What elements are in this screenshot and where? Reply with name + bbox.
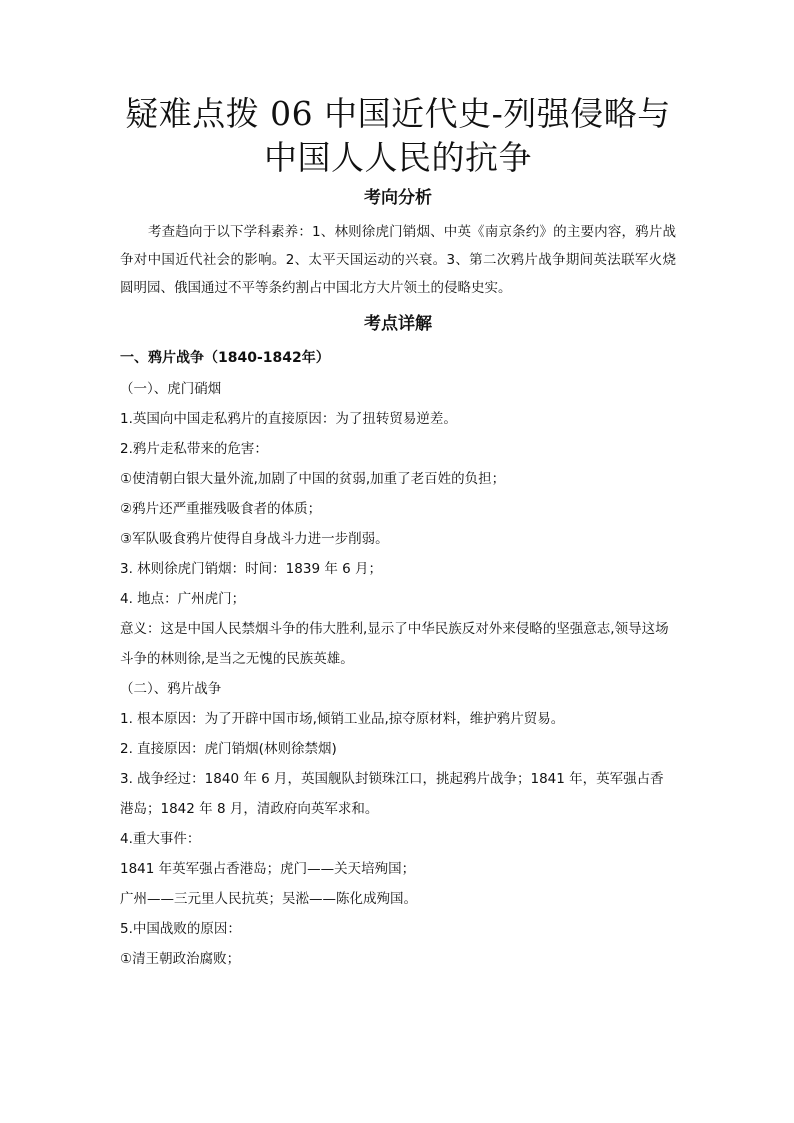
subsection2-heading: （二）、鸦片战争 [120,681,222,697]
section1-heading: 一、鸦片战争（1840-1842年） [120,350,330,366]
text-line: 3. 林则徐虎门销烟：时间：1839 年 6 月； [120,561,382,577]
text-line: 5.中国战败的原因： [120,921,241,937]
document-page [120,92,676,974]
text-line: 4. 地点：广州虎门； [120,591,246,607]
text-line: 1.英国向中国走私鸦片的直接原因：为了扭转贸易逆差。 [120,411,457,427]
analysis-paragraph: 考查趋向于以下学科素养：1、林则徐虎门销烟、中英《南京条约》的主要内容，鸦片战争对中国近代社会的影响。2、太平天国运动的兴衰。3、第二次鸦片战争期间英法联军火烧圆明园、俄国通过不平等条约割占中国北方大片领土的侵略史实。 [120,224,676,296]
text-line: 1841 年英军强占香港岛；虎门——关天培殉国； [120,861,416,877]
text-line: ③军队吸食鸦片使得自身战斗力进一步削弱。 [120,531,389,547]
document-title: 疑难点拨 06 中国近代史-列强侵略与中国人人民的抗争 [125,94,671,177]
text-line: ①清王朝政治腐败； [120,951,241,967]
text-line: 广州——三元里人民抗英；吴淞——陈化成殉国。 [120,891,417,907]
analysis-heading: 考向分析 [364,188,432,208]
detail-heading: 考点详解 [364,314,432,334]
text-line: ②鸦片还严重摧残吸食者的体质； [120,501,322,517]
text-line: 2. 直接原因：虎门销烟(林则徐禁烟) [120,741,337,757]
text-line: ①使清朝白银大量外流,加剧了中国的贫弱,加重了老百姓的负担； [120,471,506,487]
text-line: 意义：这是中国人民禁烟斗争的伟大胜利,显示了中华民族反对外来侵略的坚强意志,领导这场斗争的林则徐,是当之无愧的民族英雄。 [120,621,669,667]
text-line: 2.鸦片走私带来的危害： [120,441,268,457]
text-line: 1. 根本原因：为了开辟中国市场,倾销工业品,掠夺原材料，维护鸦片贸易。 [120,711,565,727]
text-line: 4.重大事件： [120,831,201,847]
subsection1-heading: （一）、虎门硝烟 [120,381,222,397]
text-line: 3. 战争经过：1840 年 6 月，英国舰队封锁珠江口，挑起鸦片战争；1841 年，英军强占香港岛；1842 年 8 月，清政府向英军求和。 [120,771,664,817]
